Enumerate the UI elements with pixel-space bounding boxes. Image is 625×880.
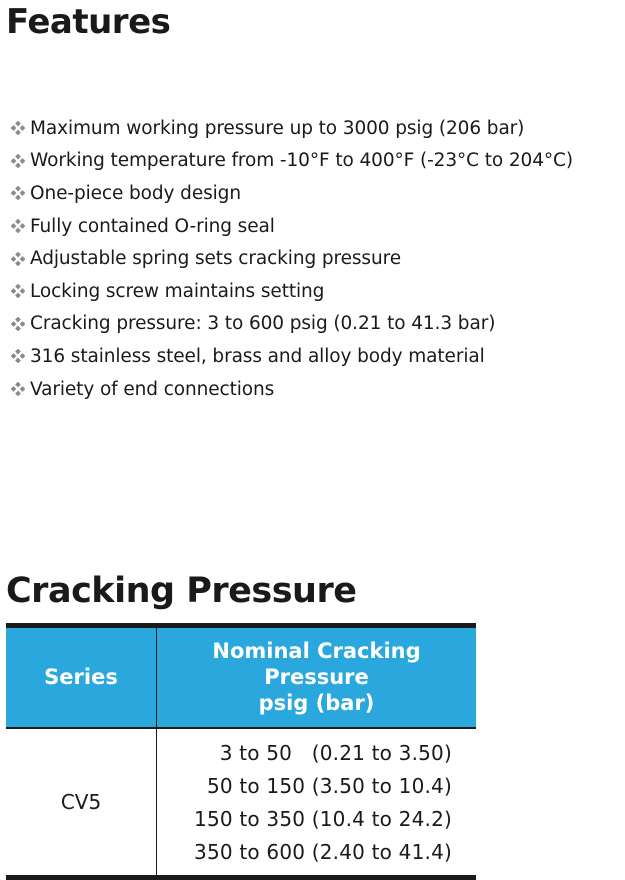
feature-text: Variety of end connections	[30, 378, 275, 400]
feature-text: 316 stainless steel, brass and alloy body material	[30, 345, 485, 367]
diamond-bullet-icon	[8, 216, 28, 236]
pressure-range: 50 to 150 (3.50 to 10.4)	[206, 773, 452, 798]
feature-item	[8, 210, 573, 243]
pressure-header-line: Nominal Cracking	[212, 639, 421, 664]
feature-item	[8, 340, 573, 373]
series-cell: CV5	[6, 728, 157, 878]
diamond-bullet-icon	[8, 281, 28, 301]
diamond-bullet-icon	[8, 379, 28, 399]
pressure-header-line: psig (bar)	[258, 691, 375, 716]
feature-text: Fully contained O-ring seal	[30, 215, 275, 237]
feature-text: Cracking pressure: 3 to 600 psig (0.21 to 41.3 bar)	[30, 313, 496, 335]
feature-item	[8, 112, 573, 145]
feature-item	[8, 275, 573, 308]
cracking-pressure-heading: Cracking Pressure	[6, 571, 357, 611]
feature-item	[8, 373, 573, 406]
diamond-bullet-icon	[8, 151, 28, 171]
pressure-header-line: Pressure	[264, 665, 369, 690]
features-list	[8, 112, 573, 405]
table-row	[6, 728, 476, 878]
pressure-cell	[157, 728, 477, 878]
series-column-header: Series	[6, 626, 157, 728]
table-header-row	[6, 626, 476, 728]
features-heading: Features	[6, 2, 171, 42]
pressure-range: 350 to 600 (2.40 to 41.4)	[194, 839, 452, 864]
pressure-range: 3 to 50 (0.21 to 3.50)	[219, 740, 452, 765]
diamond-bullet-icon	[8, 249, 28, 269]
diamond-bullet-icon	[8, 118, 28, 138]
feature-text: Locking screw maintains setting	[30, 280, 325, 302]
feature-item	[8, 145, 573, 178]
pressure-column-header	[157, 626, 477, 728]
feature-text: Working temperature from -10°F to 400°F (-23°C to 204°C)	[30, 150, 573, 172]
feature-text: Adjustable spring sets cracking pressure	[30, 248, 401, 270]
diamond-bullet-icon	[8, 314, 28, 334]
feature-item	[8, 242, 573, 275]
feature-item	[8, 308, 573, 341]
diamond-bullet-icon	[8, 183, 28, 203]
diamond-bullet-icon	[8, 346, 28, 366]
feature-item	[8, 177, 573, 210]
feature-text: One-piece body design	[30, 182, 241, 204]
feature-text: Maximum working pressure up to 3000 psig (206 bar)	[30, 117, 525, 139]
pressure-range: 150 to 350 (10.4 to 24.2)	[194, 806, 452, 831]
cracking-pressure-table	[6, 623, 476, 880]
